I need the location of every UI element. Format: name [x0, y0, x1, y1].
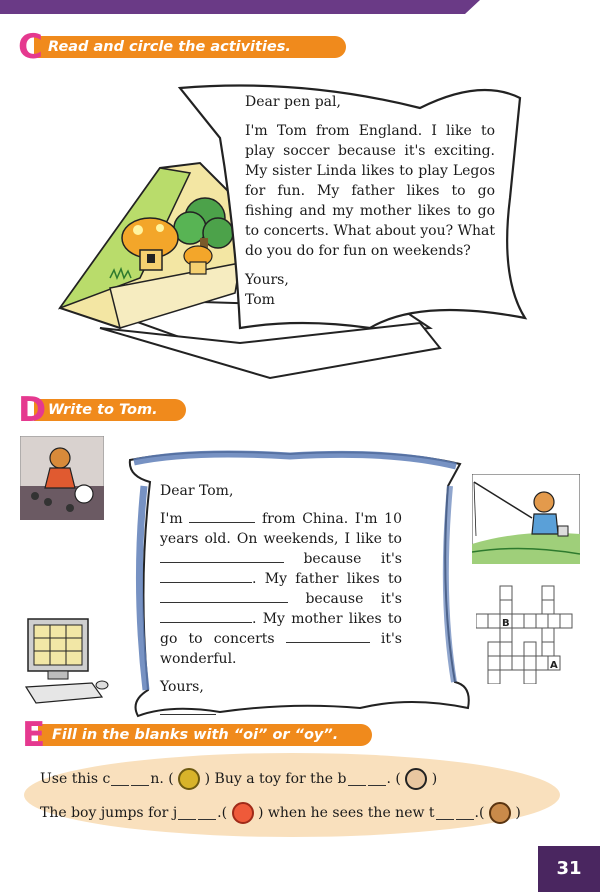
blank-reason-2[interactable]: [160, 609, 252, 623]
line1-text-d: . (: [386, 771, 401, 787]
exercise-line-1: [40, 768, 437, 790]
fishing-picture: [472, 474, 580, 564]
section-c-header: [18, 27, 338, 67]
smiley-face-icon: [232, 802, 254, 824]
blank-conjunction[interactable]: [286, 629, 370, 643]
line2-text-d: .(: [474, 805, 485, 821]
top-header-bar: [0, 0, 600, 14]
line1-gap-4[interactable]: [368, 773, 386, 786]
line1-text-b: n. (: [150, 771, 174, 787]
blank-reason-1[interactable]: [160, 569, 252, 583]
line2-text-b: .(: [217, 805, 228, 821]
line1-gap-2[interactable]: [131, 773, 149, 786]
line1-text-c: ) Buy a toy for the b: [204, 771, 347, 787]
coin-icon: [178, 768, 200, 790]
crossword-letter-b: B: [502, 618, 510, 629]
line1-gap-1[interactable]: [111, 773, 129, 786]
reply-text-3: because it's: [303, 551, 402, 567]
reply-text-6: . My mother likes to go to concerts: [160, 611, 402, 647]
section-e-header: [22, 715, 372, 755]
reply-closing: Yours,: [160, 679, 204, 695]
line2-gap-3[interactable]: [436, 807, 454, 820]
line1-text-e: ): [431, 771, 438, 787]
blank-signature[interactable]: [160, 701, 216, 715]
blank-father-activity[interactable]: [160, 589, 288, 603]
line2-text-e: ): [515, 805, 521, 821]
section-c-letter: C: [18, 27, 43, 67]
section-d-letter: D: [18, 390, 47, 430]
line2-gap-2[interactable]: [198, 807, 216, 820]
line1-gap-3[interactable]: [348, 773, 366, 786]
teddy-bear-icon: [489, 802, 511, 824]
reply-letter-form: [160, 481, 402, 715]
reply-greeting: Dear Tom,: [160, 483, 234, 499]
letter-signature: Tom: [245, 292, 275, 308]
reply-body: [160, 509, 402, 669]
letter-body: I'm Tom from England. I like to play soccer because it's exciting. My sister Linda likes to play Legos for fun. My father likes to go fishing and my mother likes to go to concerts. What about you? What do you do for fun on weekends?: [245, 123, 495, 259]
letter-greeting: Dear pen pal,: [245, 94, 341, 110]
line2-text-a: The boy jumps for j: [40, 805, 178, 821]
section-e-exercise: [22, 750, 562, 840]
computer-picture: [22, 617, 110, 709]
section-d-title: Write to Tom.: [34, 399, 186, 421]
blank-name[interactable]: [189, 509, 255, 523]
soccer-picture: [20, 436, 104, 520]
section-e-title: Fill in the blanks with “oi” or “oy”.: [38, 724, 372, 746]
blank-weekend-activity[interactable]: [160, 549, 284, 563]
section-e-letter: E: [22, 715, 46, 755]
reply-text-7: it's wonderful.: [160, 631, 402, 667]
crossword-letter-a: A: [550, 660, 558, 671]
line2-gap-1[interactable]: [178, 807, 196, 820]
boy-face-icon: [405, 768, 427, 790]
reply-text-5: because it's: [305, 591, 402, 607]
pen-pal-letter: [245, 92, 495, 319]
reply-text-4: . My father likes to: [252, 571, 402, 587]
line2-text-c: ) when he sees the new t: [258, 805, 435, 821]
reply-text-2: from China. I'm 10 years old. On weekends, I like to: [160, 511, 402, 547]
page-number: 31: [538, 846, 600, 892]
reply-text-1: I'm: [160, 511, 183, 527]
line2-gap-4[interactable]: [456, 807, 474, 820]
section-d-header: [18, 390, 188, 430]
exercise-line-2: [40, 802, 521, 824]
line1-text-a: Use this c: [40, 771, 111, 787]
section-c-title: Read and circle the activities.: [34, 36, 346, 58]
exercise-background-blob: [22, 750, 562, 840]
crossword-grid: [476, 582, 576, 684]
letter-closing: Yours,: [245, 272, 289, 288]
